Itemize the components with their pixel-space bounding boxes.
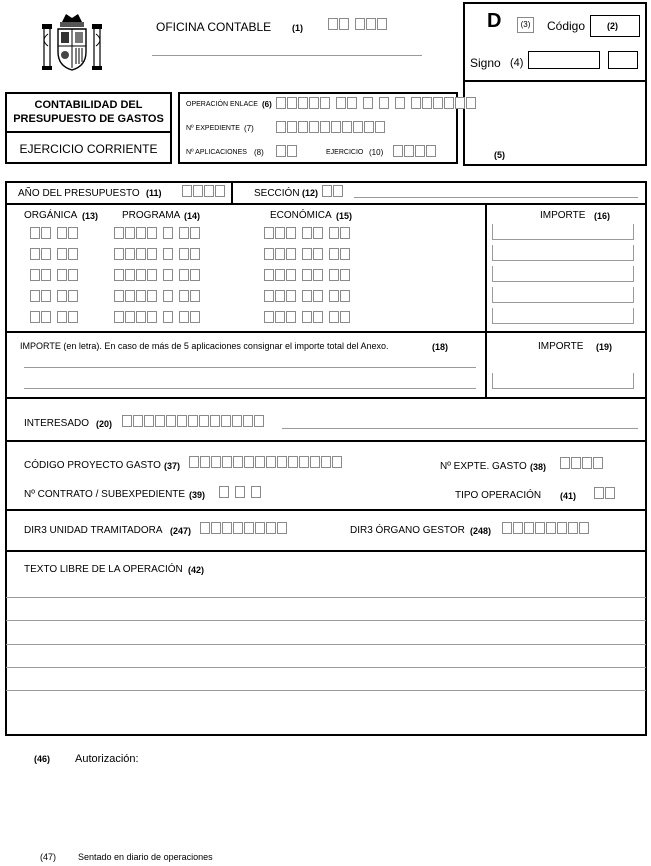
organica-label: ORGÁNICA <box>24 210 78 221</box>
organica-num: (13) <box>82 211 99 221</box>
programa-field[interactable] <box>114 269 201 281</box>
importe2-label: IMPORTE <box>538 341 584 352</box>
texto-libre-line-4 <box>6 667 646 668</box>
texto-libre-line-5 <box>6 690 646 691</box>
expte-gasto-field[interactable] <box>560 457 604 469</box>
expediente-num: (7) <box>244 124 254 133</box>
programa-num: (14) <box>184 211 201 221</box>
letter-num: (18) <box>432 342 449 352</box>
doc-code-divider <box>463 80 647 82</box>
section-label: SECCIÓN <box>254 188 300 199</box>
dir3-unidad-num: (247) <box>170 526 192 536</box>
sign-field-1[interactable] <box>528 51 600 69</box>
auth-label: Autorización: <box>75 753 139 765</box>
tipo-operacion-field[interactable] <box>594 487 616 499</box>
year-section-divider <box>231 181 233 204</box>
code-label: Código <box>547 19 586 33</box>
section-line <box>354 197 638 198</box>
expediente-field[interactable] <box>276 121 386 133</box>
expte-gasto-label: Nº EXPTE. GASTO <box>440 461 527 472</box>
title-line2: PRESUPUESTO DE GASTOS <box>13 113 164 125</box>
sign-field-2[interactable] <box>608 51 638 69</box>
ejercicio-field[interactable] <box>393 145 437 157</box>
interesado-divider-top <box>5 397 647 399</box>
organica-field[interactable] <box>30 227 79 239</box>
aplicaciones-num: (8) <box>254 148 264 157</box>
dir3-organo-num: (248) <box>470 526 492 536</box>
interesado-num: (20) <box>96 419 113 429</box>
title-line1: CONTABILIDAD DEL <box>34 99 143 111</box>
codigo-proyecto-num: (37) <box>164 461 181 471</box>
organica-field[interactable] <box>30 269 79 281</box>
economica-num: (15) <box>336 211 353 221</box>
economica-label: ECONÓMICA <box>270 210 332 221</box>
box5-num: (5) <box>494 150 505 160</box>
sign-label: Signo <box>470 56 501 70</box>
programa-label: PROGRAMA <box>122 210 181 221</box>
importe2-field[interactable] <box>492 373 634 389</box>
office-line <box>152 55 422 56</box>
ejercicio-num: (10) <box>369 148 384 157</box>
aplicaciones-label: Nº APLICACIONES <box>186 149 247 156</box>
dir3-organo-label: DIR3 ÓRGANO GESTOR <box>350 525 465 536</box>
doc-letter-num: (3) <box>517 17 534 33</box>
codigo-proyecto-label: CÓDIGO PROYECTO GASTO <box>24 460 161 471</box>
enlace-label: OPERACIÓN ENLACE <box>186 101 258 108</box>
contrato-num: (39) <box>189 490 206 500</box>
aplicaciones-field[interactable] <box>276 145 298 157</box>
texto-libre-line-3 <box>6 644 646 645</box>
economica-field[interactable] <box>264 290 351 302</box>
section-num: (12) <box>302 188 319 198</box>
dir3-divider-top <box>5 509 647 511</box>
code-num: (2) <box>607 21 618 31</box>
dir3-organo-field[interactable] <box>502 522 590 534</box>
interesado-line <box>282 428 638 429</box>
office-label: OFICINA CONTABLE <box>156 20 272 34</box>
programa-field[interactable] <box>114 227 201 239</box>
diario-num: (47) <box>40 852 57 862</box>
programa-field[interactable] <box>114 290 201 302</box>
programa-field[interactable] <box>114 248 201 260</box>
importe-label: IMPORTE <box>540 210 586 221</box>
expediente-label: Nº EXPEDIENTE <box>186 125 240 132</box>
letter-line-1 <box>24 367 476 368</box>
dir3-unidad-field[interactable] <box>200 522 288 534</box>
tipo-operacion-label: TIPO OPERACIÓN <box>455 490 542 501</box>
ejercicio-label: EJERCICIO <box>326 149 364 156</box>
importe-num: (16) <box>594 211 611 221</box>
importe-field[interactable] <box>492 245 634 261</box>
texto-libre-line-1 <box>6 597 646 598</box>
importe-column-divider <box>485 204 487 397</box>
title-divider <box>5 131 172 133</box>
year-label: AÑO DEL PRESUPUESTO <box>18 188 140 199</box>
year-num: (11) <box>146 188 162 198</box>
title-subtitle: EJERCICIO CORRIENTE <box>19 142 158 156</box>
year-row-divider <box>5 203 647 205</box>
economica-field[interactable] <box>264 311 351 323</box>
texto-libre-num: (42) <box>188 565 205 575</box>
diario-label: Sentado en diario de operaciones <box>78 852 213 862</box>
office-code-field[interactable] <box>328 18 388 30</box>
expte-gasto-num: (38) <box>530 462 547 472</box>
coat-of-arms-logo <box>42 10 102 74</box>
importe-field[interactable] <box>492 308 634 324</box>
dir3-unidad-label: DIR3 UNIDAD TRAMITADORA <box>24 525 163 536</box>
enlace-field[interactable] <box>276 97 477 109</box>
section-field[interactable] <box>322 185 344 197</box>
organica-field[interactable] <box>30 311 79 323</box>
letter-label: IMPORTE (en letra). En caso de más de 5 aplicaciones consignar el importe total del Anexo. <box>20 341 389 351</box>
interesado-field[interactable] <box>122 415 265 427</box>
enlace-num: (6) <box>262 100 272 109</box>
codigo-proyecto-field[interactable] <box>189 456 343 468</box>
economica-field[interactable] <box>264 269 351 281</box>
sign-num: (4) <box>510 57 524 69</box>
texto-libre-divider-top <box>5 550 647 552</box>
contrato-label: Nº CONTRATO / SUBEXPEDIENTE <box>24 489 186 500</box>
programa-field[interactable] <box>114 311 201 323</box>
letter-row-divider <box>5 331 647 333</box>
tipo-operacion-num: (41) <box>560 491 577 501</box>
importe-field[interactable] <box>492 266 634 282</box>
project-divider-top <box>5 440 647 442</box>
economica-field[interactable] <box>264 227 351 239</box>
contrato-field[interactable] <box>219 486 262 498</box>
texto-libre-label: TEXTO LIBRE DE LA OPERACIÓN <box>24 564 183 575</box>
auth-num: (46) <box>34 754 51 764</box>
doc-letter: D <box>487 10 502 32</box>
economica-field[interactable] <box>264 248 351 260</box>
importe-field[interactable] <box>492 287 634 303</box>
office-num: (1) <box>292 23 303 33</box>
letter-line-2 <box>24 388 476 389</box>
importe-field[interactable] <box>492 224 634 240</box>
texto-libre-line-2 <box>6 620 646 621</box>
organica-field[interactable] <box>30 290 79 302</box>
importe2-num: (19) <box>596 342 613 352</box>
year-field[interactable] <box>182 185 226 197</box>
organica-field[interactable] <box>30 248 79 260</box>
interesado-label: INTERESADO <box>24 418 90 429</box>
